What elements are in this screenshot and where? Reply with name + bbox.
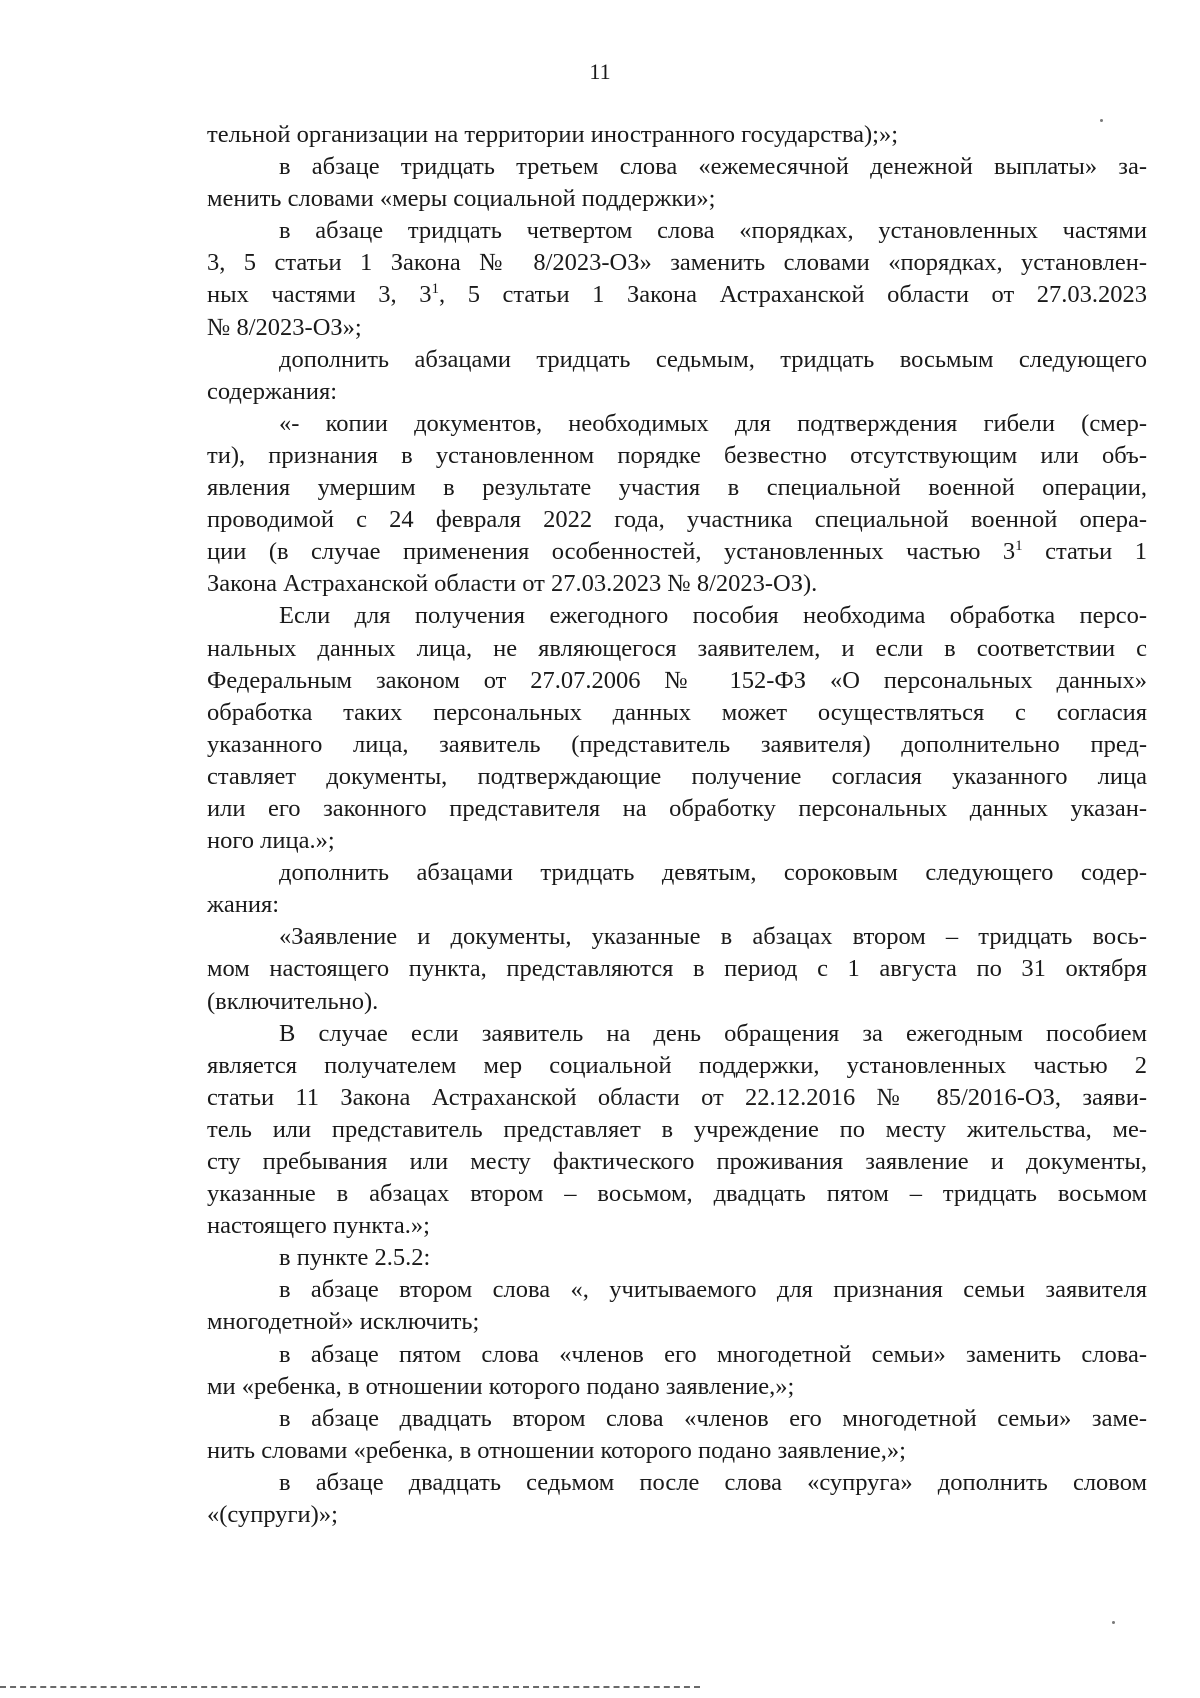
text-line: указанного лица, заявитель (представитель заявителя) дополнительно пред- bbox=[207, 730, 1147, 758]
scan-speck bbox=[1112, 1621, 1115, 1624]
text-line: нальных данных лица, не являющегося заявителем, и если в соответствии с bbox=[207, 634, 1147, 662]
text-line: в абзаце втором слова «, учитываемого для признания семьи заявителя bbox=[279, 1276, 1147, 1304]
text-line: Федеральным законом от 27.07.2006 № 152-ФЗ «О персональных данных» bbox=[207, 666, 1147, 694]
text-line: в абзаце тридцать третьем слова «ежемесячной денежной выплаты» за- bbox=[279, 153, 1147, 181]
text-line: в абзаце пятом слова «членов его многодетной семьи» заменить слова- bbox=[279, 1340, 1147, 1368]
text-line: № 8/2023-ОЗ»; bbox=[207, 313, 362, 341]
superscript: 1 bbox=[431, 281, 439, 298]
text-line: статьи 11 Закона Астраханской области от 22.12.2016 № 85/2016-ОЗ, заяви- bbox=[207, 1083, 1147, 1111]
text-segment: ции (в случае применения особенностей, установленных частью 3 bbox=[207, 538, 1016, 566]
text-line: нить словами «ребенка, в отношении которого подано заявление,»; bbox=[207, 1436, 906, 1464]
text-line: ти), признания в установленном порядке безвестно отсутствующим или объ- bbox=[207, 441, 1147, 469]
text-line: явления умершим в результате участия в специальной военной операции, bbox=[207, 474, 1147, 502]
text-line: обработка таких персональных данных может осуществляться с согласия bbox=[207, 698, 1147, 726]
text-line: «Заявление и документы, указанные в абзацах втором – тридцать вось- bbox=[279, 923, 1147, 951]
text-line: «- копии документов, необходимых для подтверждения гибели (смер- bbox=[279, 409, 1147, 437]
text-line: дополнить абзацами тридцать седьмым, тридцать восьмым следующего bbox=[279, 345, 1147, 373]
text-line: сту пребывания или месту фактического проживания заявление и документы, bbox=[207, 1148, 1147, 1175]
text-line: жания: bbox=[207, 891, 280, 919]
text-segment: , 5 статьи 1 Закона Астраханской области от 27.03.2023 bbox=[439, 281, 1147, 309]
text-line-with-superscript bbox=[207, 536, 1147, 568]
text-line: многодетной» исключить; bbox=[207, 1308, 480, 1336]
page-number: 11 bbox=[589, 59, 611, 84]
text-line: является получателем мер социальной поддержки, установленных частью 2 bbox=[207, 1051, 1147, 1079]
text-line: ми «ребенка, в отношении которого подано заявление,»; bbox=[207, 1372, 795, 1400]
text-line: 3, 5 статьи 1 Закона № 8/2023-ОЗ» заменить словами «порядках, установлен- bbox=[207, 249, 1147, 277]
text-line: дополнить абзацами тридцать девятым, сороковым следующего содер- bbox=[279, 859, 1147, 887]
text-line: Закона Астраханской области от 27.03.2023 № 8/2023-ОЗ). bbox=[207, 570, 818, 598]
text-line-with-superscript bbox=[207, 279, 1147, 311]
text-line: содержания: bbox=[207, 377, 338, 405]
text-line: в абзаце двадцать седьмом после слова «супруга» дополнить словом bbox=[279, 1468, 1147, 1496]
text-segment: статьи 1 bbox=[1022, 538, 1147, 566]
text-line: тельной организации на территории иностранного государства);»; bbox=[207, 121, 899, 148]
document-body bbox=[207, 119, 1147, 1531]
text-line: «(супруги)»; bbox=[207, 1501, 338, 1529]
text-line: в абзаце тридцать четвертом слова «порядках, установленных частями bbox=[279, 217, 1147, 245]
text-line: (включительно). bbox=[207, 987, 379, 1015]
scan-speck bbox=[1100, 119, 1103, 122]
text-line: В случае если заявитель на день обращения за ежегодным пособием bbox=[279, 1019, 1147, 1047]
text-line: ного лица.»; bbox=[207, 827, 335, 855]
text-line: Если для получения ежегодного пособия необходима обработка персо- bbox=[279, 602, 1147, 630]
text-line: настоящего пункта.»; bbox=[207, 1212, 430, 1240]
superscript: 1 bbox=[1015, 538, 1023, 555]
text-line: проводимой с 24 февраля 2022 года, участника специальной военной опера- bbox=[207, 506, 1147, 534]
text-line: тель или представитель представляет в учреждение по месту жительства, ме- bbox=[207, 1115, 1147, 1143]
text-line: мом настоящего пункта, представляются в период с 1 августа по 31 октября bbox=[207, 955, 1147, 983]
text-line: в пункте 2.5.2: bbox=[279, 1244, 431, 1272]
text-line: или его законного представителя на обработку персональных данных указан- bbox=[207, 794, 1147, 822]
text-line: ставляет документы, подтверждающие получение согласия указанного лица bbox=[207, 762, 1147, 790]
text-line: менить словами «меры социальной поддержки»; bbox=[207, 185, 716, 213]
text-line: указанные в абзацах втором – восьмом, двадцать пятом – тридцать восьмом bbox=[207, 1180, 1147, 1208]
text-line: в абзаце двадцать втором слова «членов его многодетной семьи» заме- bbox=[279, 1404, 1147, 1432]
text-segment: ных частями 3, 3 bbox=[207, 281, 432, 309]
page-bottom-rule bbox=[0, 1686, 700, 1688]
